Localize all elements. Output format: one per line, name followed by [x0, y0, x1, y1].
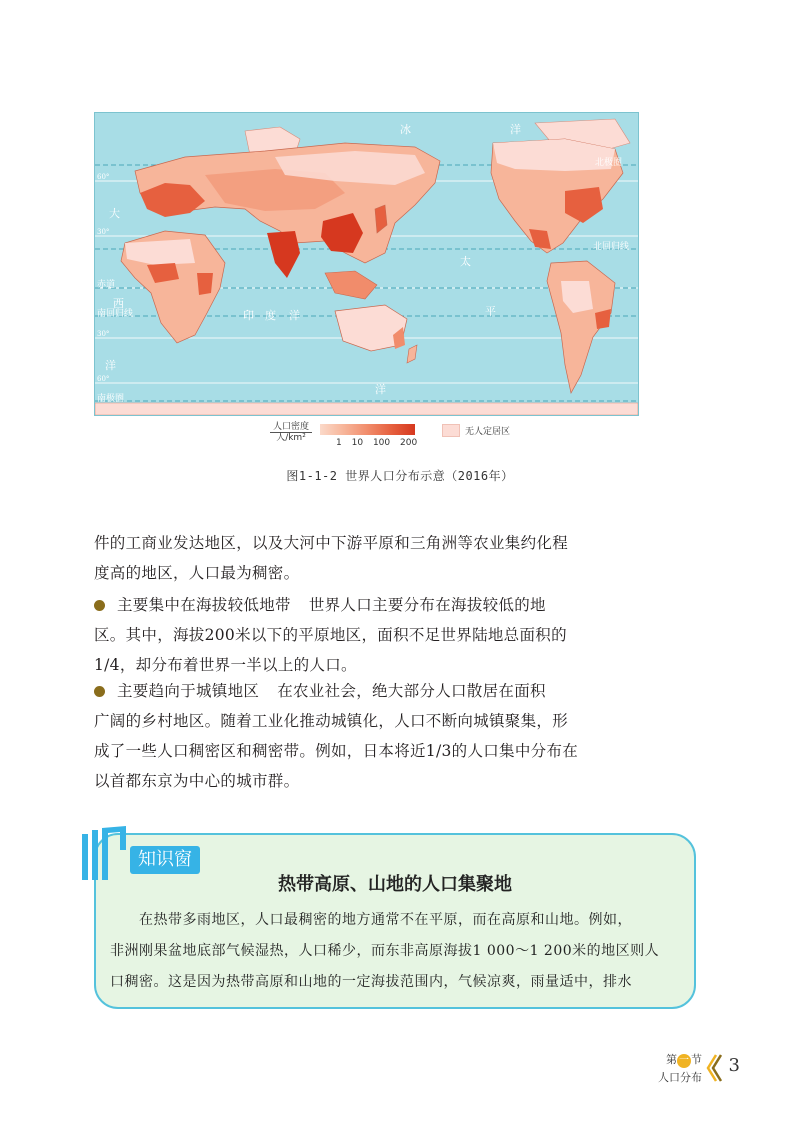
text-fragment: 在农业社会，绝大部分人口散居在面积 [277, 682, 546, 700]
legend-no-settlement-label: 无人定居区 [465, 427, 511, 437]
text-line: 非洲刚果盆地底部气候湿热，人口稀少，而东非高原海拔1 000～1 200米的地区则人 [110, 943, 660, 959]
bullet-icon [94, 686, 105, 697]
legend-color-bar [320, 424, 415, 435]
legend-no-settlement-swatch [442, 424, 460, 437]
text-fragment: 世界人口主要分布在海拔较低的地 [308, 596, 546, 614]
map-label: 洋 [510, 123, 521, 136]
section-suffix: 节 [691, 1053, 702, 1066]
legend-tick: 100 [372, 438, 391, 448]
legend-unit: 人/km² [276, 433, 306, 443]
section-prefix: 第 [666, 1053, 677, 1066]
map-label: 南极圈 [97, 394, 125, 404]
map-label: 太 [460, 255, 471, 268]
knowledge-window-tag: 知识窗 [130, 846, 200, 874]
body-paragraph-2 [94, 590, 614, 680]
figure-caption: 图1-1-2 世界人口分布示意（2016年） [286, 469, 514, 483]
map-label: 西 [113, 297, 124, 310]
map-label: 南回归线 [97, 309, 134, 319]
bullet-icon [94, 600, 105, 611]
legend-title: 人口密度 [270, 422, 312, 433]
map-label: 洋 [375, 383, 386, 396]
text-line: 度高的地区，人口最为稠密。 [94, 564, 300, 582]
world-population-map [94, 112, 639, 416]
map-label: 平 [485, 305, 496, 318]
legend-ticks [336, 438, 424, 448]
text-line: 1/4，却分布着世界一半以上的人口。 [94, 656, 357, 674]
body-paragraph-3 [94, 676, 614, 796]
text-line: 以首都东京为中心的城市群。 [94, 772, 300, 790]
legend-tick: 10 [351, 438, 364, 448]
section-label [666, 1051, 702, 1068]
text-line: 在热带多雨地区，人口最稠密的地方通常不在平原，而在高原和山地。例如， [110, 912, 632, 928]
map-label: 赤道 [97, 280, 116, 290]
knowledge-text [110, 905, 682, 998]
text-line: 件的工商业发达地区，以及大河中下游平原和三角洲等农业集约化程 [94, 534, 569, 552]
page-footer [600, 1051, 740, 1087]
map-svg [95, 113, 638, 415]
map-label: 度 [265, 309, 276, 322]
legend-tick: 1 [336, 438, 342, 448]
landmass [95, 403, 638, 415]
map-label: 印 [243, 309, 254, 322]
map-label: 北回归线 [593, 242, 630, 252]
map-label: 30° [97, 330, 110, 338]
map-label: 洋 [105, 359, 116, 372]
footer-decoration-icon [706, 1053, 722, 1083]
text-line [72, 590, 614, 620]
text-line: 成了一些人口稠密区和稠密带。例如，日本将近1/3的人口集中分布在 [94, 742, 579, 760]
map-label: 60° [97, 375, 110, 383]
knowledge-title: 热带高原、山地的人口集聚地 [278, 874, 512, 895]
section-name: 人口分布 [658, 1071, 702, 1084]
map-legend [270, 420, 530, 452]
legend-tick: 200 [400, 438, 418, 448]
text-line: 区。其中，海拔200米以下的平原地区，面积不足世界陆地总面积的 [94, 626, 567, 644]
paragraph-heading: 主要趋向于城镇地区 [117, 682, 260, 700]
map-label: 60° [97, 173, 110, 181]
map-label: 冰 [400, 123, 411, 136]
paragraph-heading: 主要集中在海拔较低地带 [117, 596, 291, 614]
text-line: 口稠密。这是因为热带高原和山地的一定海拔范围内，气候凉爽，雨量适中，排水 [110, 974, 632, 990]
text-line: 广阔的乡村地区。随着工业化推动城镇化，人口不断向城镇聚集，形 [94, 712, 569, 730]
section-number: 一 [679, 1055, 689, 1066]
page-number: 3 [728, 1055, 740, 1076]
text-line [72, 676, 614, 706]
body-paragraph-1 [94, 528, 614, 588]
map-label: 洋 [289, 309, 300, 322]
map-label: 30° [97, 228, 110, 236]
landmass [407, 345, 417, 363]
map-label: 大 [109, 207, 120, 220]
map-label: 北极圈 [595, 158, 623, 168]
